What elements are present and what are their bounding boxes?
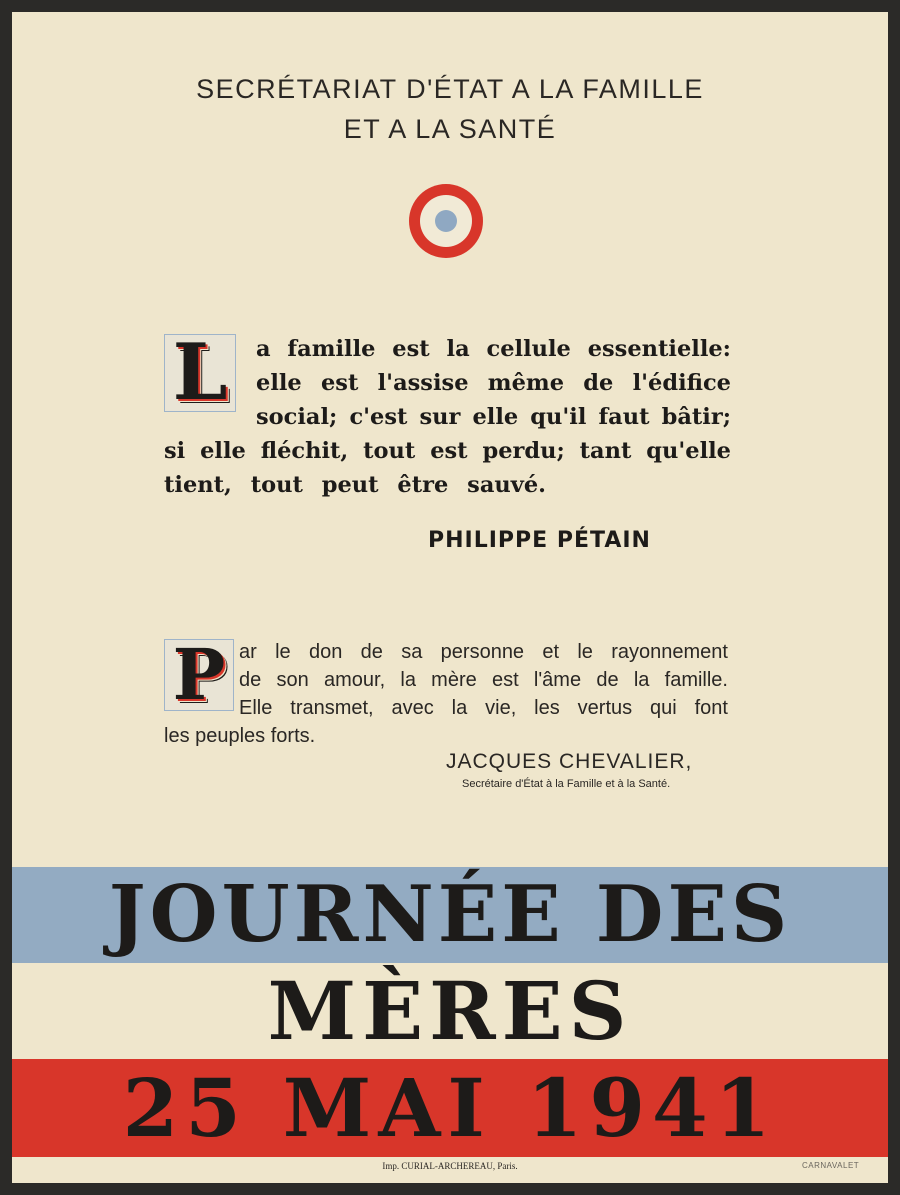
quote1-line-4: si elle fléchit, tout est perdu; tant qu'elle	[164, 438, 731, 464]
quote1-line-1: a famille est la cellule essentielle:	[256, 336, 731, 362]
museum-stamp: CARNAVALET	[802, 1161, 860, 1170]
drop-cap-p-letter: P	[172, 633, 226, 716]
drop-cap-l-letter: L	[172, 327, 228, 418]
roundel-blue-center	[435, 210, 457, 232]
header-line-2: ET A LA SANTÉ	[343, 114, 557, 144]
quote2-author-title: Secrétaire d'État à la Famille et à la Santé.	[462, 778, 671, 790]
quote1-author: PHILIPPE PÉTAIN	[428, 528, 651, 553]
drop-cap-l	[164, 327, 236, 418]
tricolor-roundel-icon	[409, 184, 483, 258]
banner-title-line-2: MÈRES	[267, 964, 633, 1058]
poster	[12, 12, 888, 1183]
quote2-line-2: de son amour, la mère est l'âme de la famille.	[239, 669, 728, 691]
quote2-author: JACQUES CHEVALIER,	[446, 750, 693, 773]
quote1-line-3: social; c'est sur elle qu'il faut bâtir;	[256, 404, 731, 430]
quote1-line-2: elle est l'assise même de l'édifice	[256, 370, 731, 396]
quote1-line-5: tient, tout peut être sauvé.	[164, 472, 546, 498]
quote2-line-4: les peuples forts.	[164, 725, 316, 747]
quote2-line-3: Elle transmet, avec la vie, les vertus qui font	[239, 697, 728, 719]
banner-date: 25 MAI 1941	[122, 1061, 778, 1155]
header-line-1: SECRÉTARIAT D'ÉTAT A LA FAMILLE	[196, 74, 704, 104]
quote2-line-1: ar le don de sa personne et le rayonnement	[239, 641, 728, 663]
printer-imprint: Imp. CURIAL-ARCHEREAU, Paris.	[382, 1161, 518, 1171]
banner-title-line-1: JOURNÉE DES	[108, 869, 792, 960]
drop-cap-p	[164, 633, 234, 716]
